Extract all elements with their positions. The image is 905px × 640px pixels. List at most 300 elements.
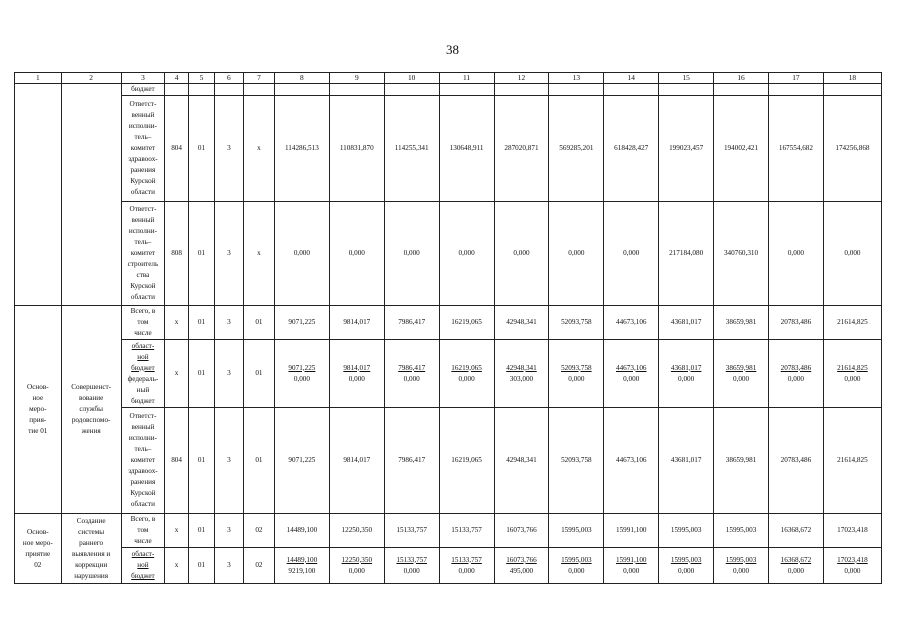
funding-source-cell: [121, 548, 165, 584]
value-cell: [823, 514, 881, 548]
value-cell: [549, 202, 604, 306]
value-cell: [329, 340, 384, 408]
value-main: 15133,757: [396, 555, 427, 564]
funding-source-line: венный: [131, 423, 155, 431]
value-main: 618428,427: [614, 144, 649, 152]
value-secondary: 303,000: [509, 374, 534, 383]
value-secondary: 0,000: [732, 566, 750, 575]
value-cell: [439, 514, 494, 548]
program-title-line: Совершенст-: [71, 383, 112, 391]
code-cell-c4: 808: [165, 202, 189, 306]
value-cell: [604, 548, 659, 584]
value-cell: [439, 96, 494, 202]
funding-source-line: здравоох-: [128, 155, 158, 163]
column-header-11: 11: [439, 73, 494, 84]
value-main: 15995,003: [670, 555, 702, 564]
value-cell: [329, 84, 384, 96]
event-name-line: Основ-: [27, 383, 49, 391]
funding-source-cell: [121, 84, 165, 96]
value-cell: [549, 408, 604, 514]
value-cell: [714, 84, 769, 96]
value-main: 38659,981: [725, 363, 757, 372]
value-cell: [823, 306, 881, 340]
value-main: 0,000: [787, 249, 804, 257]
value-cell: [768, 548, 823, 584]
value-main: 20783,486: [780, 363, 812, 372]
value-main: 174256,868: [835, 144, 870, 152]
value-cell: [384, 548, 439, 584]
value-cell: [329, 514, 384, 548]
funding-source-cell: [121, 340, 165, 408]
value-main: 9071,225: [288, 456, 316, 464]
value-cell: [604, 306, 659, 340]
value-cell: [549, 84, 604, 96]
value-main: 16368,672: [780, 555, 812, 564]
event-name-cell: [15, 306, 62, 514]
funding-source-cell: [121, 96, 165, 202]
column-header-10: 10: [384, 73, 439, 84]
column-header-8: 8: [274, 73, 329, 84]
table-body: [15, 84, 882, 584]
value-cell: [604, 96, 659, 202]
code-cell-c4: х: [165, 340, 189, 408]
funding-source-cell: [121, 408, 165, 514]
funding-source-line: ный: [136, 385, 150, 394]
column-header-4: 4: [165, 73, 189, 84]
value-cell: [768, 514, 823, 548]
value-cell: [823, 96, 881, 202]
column-header-14: 14: [604, 73, 659, 84]
funding-source-line: федераль-: [127, 374, 159, 383]
program-title-line: жения: [81, 427, 101, 435]
value-cell: [494, 96, 549, 202]
value-cell: [768, 408, 823, 514]
funding-source-line: том: [137, 526, 149, 534]
code-cell-c7: х: [243, 202, 274, 306]
value-main: 44673,106: [615, 363, 647, 372]
funding-source-line: области: [130, 188, 155, 196]
value-cell: [714, 514, 769, 548]
funding-source-line: ной: [137, 352, 149, 361]
value-secondary: 0,000: [403, 566, 420, 575]
funding-source-line: Курской: [130, 282, 156, 290]
value-cell: [274, 202, 329, 306]
value-cell: [714, 96, 769, 202]
value-cell: [823, 202, 881, 306]
funding-source-line: числе: [134, 329, 152, 337]
table-row: [15, 340, 882, 408]
funding-source-line: ной: [137, 561, 149, 569]
funding-source-line: числе: [134, 537, 152, 545]
value-main: 44673,106: [615, 318, 647, 326]
value-cell: [549, 306, 604, 340]
value-main: 17023,418: [837, 526, 868, 534]
code-cell-c4: х: [165, 306, 189, 340]
table-row: [15, 306, 882, 340]
funding-source-line: бюджет: [131, 363, 155, 372]
funding-source-line: бюджет: [131, 85, 155, 93]
funding-source-line: ранения: [130, 478, 156, 486]
value-secondary: 495,000: [509, 566, 534, 575]
value-secondary: 0,000: [458, 566, 475, 575]
value-main: 9814,017: [343, 318, 371, 326]
column-header-13: 13: [549, 73, 604, 84]
funding-source-line: строитель: [127, 260, 159, 268]
value-main: 38659,981: [725, 318, 757, 326]
program-title-line: коррекции: [75, 560, 108, 569]
program-title-cell: [61, 514, 121, 584]
funding-source-line: комитет: [130, 144, 156, 152]
value-main: 110831,870: [339, 144, 374, 152]
event-name-line: ное меро-: [22, 538, 53, 547]
value-cell: [823, 548, 881, 584]
value-cell: [659, 96, 714, 202]
value-main: 21614,825: [837, 318, 868, 326]
value-main: 16219,065: [451, 363, 482, 372]
value-cell: [274, 84, 329, 96]
funding-source-cell: [121, 514, 165, 548]
column-header-3: 3: [121, 73, 165, 84]
value-main: 114286,513: [284, 144, 319, 152]
code-cell-c5: 01: [189, 96, 215, 202]
funding-source-line: комитет: [130, 249, 156, 257]
code-cell-c6: 3: [214, 306, 243, 340]
funding-source-line: ранения: [130, 166, 156, 174]
value-cell: [384, 408, 439, 514]
code-cell-c5: [189, 84, 215, 96]
value-cell: [714, 306, 769, 340]
column-header-16: 16: [714, 73, 769, 84]
code-cell-c7: 01: [243, 340, 274, 408]
value-cell: [439, 306, 494, 340]
value-secondary: 0,000: [787, 566, 804, 575]
value-cell: [274, 548, 329, 584]
value-cell: [384, 84, 439, 96]
value-main: 340760,310: [723, 249, 759, 257]
value-cell: [274, 306, 329, 340]
code-cell-c7: [243, 84, 274, 96]
value-cell: [329, 202, 384, 306]
value-cell: [604, 514, 659, 548]
value-cell: [494, 306, 549, 340]
funding-source-line: Ответст-: [129, 205, 157, 213]
value-secondary: 0,000: [568, 566, 585, 575]
column-header-5: 5: [189, 73, 215, 84]
code-cell-c4: х: [165, 514, 189, 548]
value-main: 16368,672: [780, 526, 812, 534]
program-title-line: родовспомо-: [71, 416, 111, 424]
value-cell: [384, 514, 439, 548]
column-header-7: 7: [243, 73, 274, 84]
value-main: 52093,758: [561, 363, 592, 372]
program-title-line: Создание: [76, 516, 106, 525]
value-main: 21614,825: [837, 456, 868, 464]
column-header-6: 6: [214, 73, 243, 84]
code-cell-c6: 3: [214, 340, 243, 408]
value-main: 130648,911: [449, 144, 484, 152]
value-main: 9814,017: [343, 363, 371, 372]
program-title-line: вование: [78, 394, 104, 402]
value-cell: [823, 408, 881, 514]
event-name-cell: [15, 84, 62, 306]
value-main: 0,000: [403, 249, 420, 257]
value-cell: [768, 202, 823, 306]
code-cell-c4: 804: [165, 96, 189, 202]
funding-source-line: Ответст-: [129, 412, 157, 420]
page-number: 38: [446, 42, 459, 57]
funding-source-line: тель–: [134, 238, 152, 246]
value-cell: [329, 306, 384, 340]
value-main: 16073,766: [506, 555, 537, 564]
budget-table: [14, 72, 882, 584]
value-main: 15995,003: [725, 526, 757, 534]
value-cell: [659, 340, 714, 408]
value-cell: [659, 514, 714, 548]
value-cell: [439, 408, 494, 514]
value-cell: [659, 202, 714, 306]
value-main: 7986,417: [398, 363, 426, 372]
value-cell: [604, 408, 659, 514]
value-cell: [714, 202, 769, 306]
funding-source-line: Всего, в: [130, 515, 156, 523]
value-cell: [494, 548, 549, 584]
event-name-line: меро-: [29, 405, 47, 413]
value-main: 43681,017: [670, 363, 702, 372]
value-main: 20783,486: [780, 456, 812, 464]
column-header-15: 15: [659, 73, 714, 84]
value-cell: [549, 514, 604, 548]
value-cell: [823, 340, 881, 408]
value-secondary: 0,000: [844, 374, 861, 383]
value-cell: [329, 96, 384, 202]
program-title-line: выявления и: [72, 549, 111, 558]
value-main: 20783,486: [780, 318, 812, 326]
value-main: 15991,100: [615, 526, 647, 534]
funding-source-cell: [121, 202, 165, 306]
value-secondary: 0,000: [678, 374, 695, 383]
column-header-17: 17: [768, 73, 823, 84]
value-secondary: 0,000: [787, 374, 804, 383]
value-main: 16073,766: [506, 526, 537, 534]
value-main: 0,000: [458, 249, 475, 257]
value-cell: [439, 340, 494, 408]
value-secondary: 0,000: [293, 374, 310, 383]
value-cell: [768, 84, 823, 96]
value-cell: [494, 340, 549, 408]
value-cell: [549, 96, 604, 202]
value-main: 7986,417: [398, 456, 426, 464]
funding-source-line: области: [130, 293, 155, 301]
value-cell: [384, 202, 439, 306]
value-secondary: 9219,100: [288, 566, 316, 575]
value-main: 42948,341: [506, 318, 537, 326]
code-cell-c6: 3: [214, 548, 243, 584]
funding-source-line: комитет: [130, 456, 156, 464]
column-header-2: 2: [61, 73, 121, 84]
table-row: [15, 408, 882, 514]
code-cell-c4: х: [165, 548, 189, 584]
funding-source-line: области: [130, 500, 155, 508]
value-cell: [714, 548, 769, 584]
value-cell: [549, 548, 604, 584]
code-cell-c7: 02: [243, 548, 274, 584]
value-cell: [768, 340, 823, 408]
code-cell-c7: 01: [243, 408, 274, 514]
code-cell-c4: 804: [165, 408, 189, 514]
funding-source-line: бюджет: [131, 572, 155, 580]
value-main: 217184,080: [669, 249, 704, 257]
code-cell-c5: 01: [189, 340, 215, 408]
value-cell: [659, 548, 714, 584]
funding-source-line: том: [137, 318, 149, 326]
value-cell: [329, 548, 384, 584]
value-secondary: 0,000: [623, 374, 640, 383]
value-cell: [768, 96, 823, 202]
value-main: 12250,350: [341, 555, 373, 564]
table-row: [15, 202, 882, 306]
value-main: 194002,421: [723, 144, 759, 152]
value-cell: [384, 340, 439, 408]
event-name-line: 02: [34, 560, 42, 569]
program-title-line: раннего: [79, 538, 104, 547]
funding-source-line: Курской: [130, 489, 156, 497]
value-main: 0,000: [623, 249, 640, 257]
column-header-9: 9: [329, 73, 384, 84]
funding-source-line: исполни-: [128, 227, 157, 235]
program-title-line: нарушения: [74, 571, 109, 580]
code-cell-c6: 3: [214, 96, 243, 202]
funding-source-line: тель–: [134, 133, 152, 141]
event-name-line: тие 01: [28, 427, 48, 435]
program-title-line: службы: [79, 405, 103, 413]
value-main: 15995,003: [725, 555, 757, 564]
table-row: [15, 514, 882, 548]
value-cell: [439, 548, 494, 584]
program-title-line: системы: [78, 527, 105, 536]
value-cell: [329, 408, 384, 514]
funding-source-line: Всего, в: [130, 307, 156, 315]
value-cell: [604, 340, 659, 408]
value-main: 15133,757: [451, 526, 482, 534]
value-main: 7986,417: [398, 318, 426, 326]
value-main: 0,000: [568, 249, 585, 257]
header-row: [15, 73, 882, 84]
code-cell-c6: 3: [214, 202, 243, 306]
value-cell: [714, 408, 769, 514]
value-secondary: 0,000: [348, 566, 365, 575]
value-main: 14489,100: [286, 555, 318, 564]
event-name-cell: [15, 514, 62, 584]
value-secondary: 0,000: [403, 374, 420, 383]
value-cell: [659, 408, 714, 514]
value-main: 15995,003: [561, 555, 592, 564]
code-cell-c6: 3: [214, 514, 243, 548]
funding-source-line: бюджет: [131, 396, 155, 405]
event-name-line: приятие: [25, 549, 51, 558]
code-cell-c5: 01: [189, 408, 215, 514]
code-cell-c7: 02: [243, 514, 274, 548]
table-row: [15, 96, 882, 202]
value-cell: [659, 84, 714, 96]
event-name-line: ное: [32, 394, 44, 402]
value-main: 16219,065: [451, 318, 482, 326]
value-main: 199023,457: [669, 144, 704, 152]
value-cell: [274, 408, 329, 514]
value-cell: [494, 408, 549, 514]
value-cell: [439, 202, 494, 306]
code-cell-c5: 01: [189, 514, 215, 548]
value-cell: [274, 514, 329, 548]
value-cell: [549, 340, 604, 408]
value-main: 42948,341: [506, 456, 537, 464]
value-main: 52093,758: [561, 456, 592, 464]
code-cell-c7: х: [243, 96, 274, 202]
table-row: [15, 84, 882, 96]
value-cell: [494, 84, 549, 96]
value-cell: [494, 202, 549, 306]
value-cell: [604, 84, 659, 96]
value-main: 16219,065: [451, 456, 482, 464]
value-cell: [659, 306, 714, 340]
code-cell-c5: 01: [189, 202, 215, 306]
event-name-line: Основ-: [27, 527, 49, 536]
funding-source-line: Ответст-: [129, 100, 157, 108]
value-main: 21614,825: [837, 363, 868, 372]
value-cell: [823, 84, 881, 96]
value-cell: [274, 340, 329, 408]
event-name-line: прия-: [29, 416, 47, 424]
funding-source-line: венный: [131, 216, 155, 224]
value-main: 15133,757: [396, 526, 427, 534]
value-secondary: 0,000: [678, 566, 695, 575]
value-cell: [604, 202, 659, 306]
value-main: 12250,350: [341, 526, 373, 534]
value-main: 569285,201: [559, 144, 594, 152]
value-main: 15133,757: [451, 555, 482, 564]
funding-source-line: тель–: [134, 445, 152, 453]
value-main: 15991,100: [615, 555, 647, 564]
value-main: 38659,981: [725, 456, 757, 464]
value-cell: [494, 514, 549, 548]
code-cell-c5: 01: [189, 548, 215, 584]
value-main: 287020,871: [504, 144, 539, 152]
value-main: 0,000: [844, 249, 861, 257]
value-main: 43681,017: [670, 318, 702, 326]
value-main: 43681,017: [670, 456, 702, 464]
code-cell-c5: 01: [189, 306, 215, 340]
funding-source-line: област-: [131, 341, 155, 350]
value-main: 114255,341: [394, 144, 429, 152]
value-main: 9071,225: [288, 318, 316, 326]
value-secondary: 0,000: [348, 374, 365, 383]
column-header-1: 1: [15, 73, 62, 84]
value-secondary: 0,000: [732, 374, 750, 383]
funding-source-line: Курской: [130, 177, 156, 185]
funding-source-cell: [121, 306, 165, 340]
table-row: [15, 548, 882, 584]
value-cell: [384, 96, 439, 202]
value-secondary: 0,000: [623, 566, 640, 575]
value-main: 9071,225: [288, 363, 316, 372]
value-cell: [384, 306, 439, 340]
program-title-cell: [61, 84, 121, 306]
value-main: 0,000: [293, 249, 310, 257]
funding-source-line: област-: [131, 550, 155, 558]
value-main: 42948,341: [506, 363, 537, 372]
value-cell: [714, 340, 769, 408]
code-cell-c6: 3: [214, 408, 243, 514]
column-header-18: 18: [823, 73, 881, 84]
